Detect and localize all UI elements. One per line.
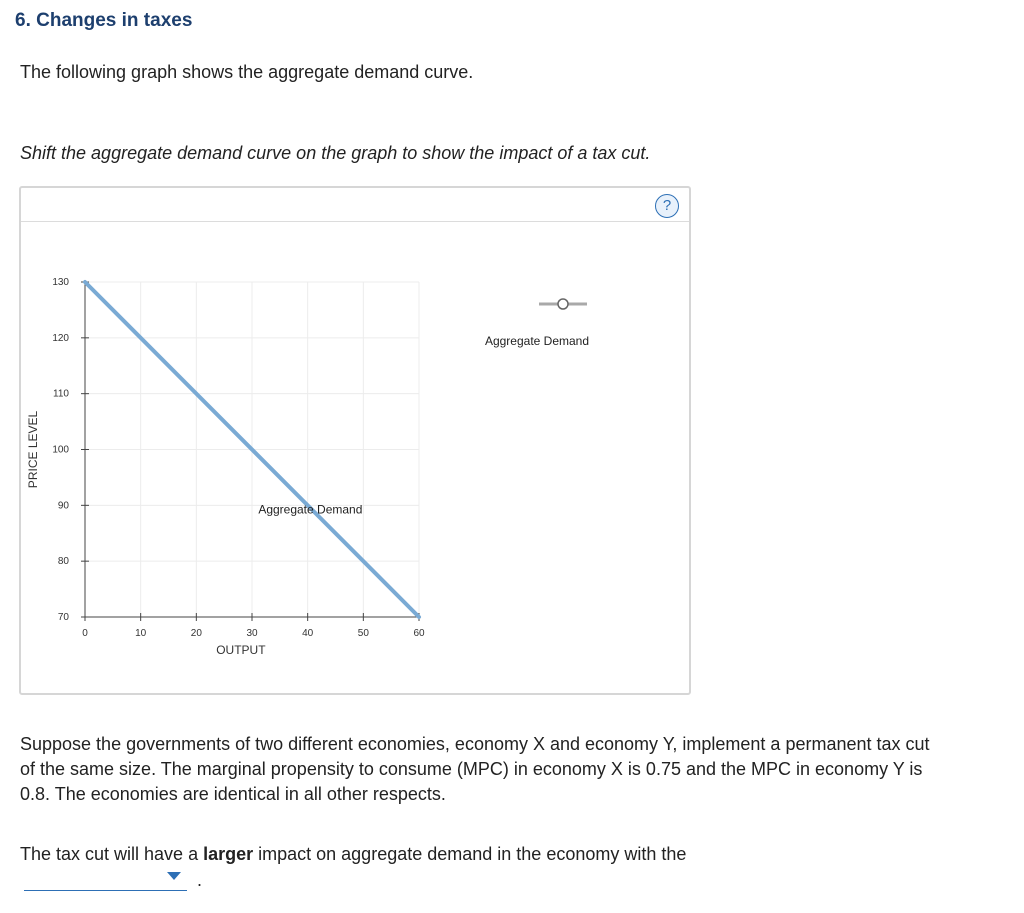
answer-dropdown[interactable] [24,870,187,891]
x-tick-label: 40 [302,628,314,639]
labels [26,410,362,657]
y-axis-label: PRICE LEVEL [26,410,40,489]
y-tick-label: 100 [52,444,69,456]
x-tick-label: 30 [246,628,258,639]
sentence-before: The tax cut will have a [20,844,204,864]
help-button[interactable]: ? [655,194,679,218]
sentence-bold: larger [203,844,254,864]
x-tick-label: 50 [357,628,369,639]
x-tick-label: 60 [413,628,425,639]
instruction-text: Shift the aggregate demand curve on the graph to show the impact of a tax cut. [20,143,651,163]
sentence-period: . [197,870,203,890]
y-tick-label: 70 [57,612,69,623]
followup-paragraph: Suppose the governments of two different economies, economy X and economy Y, implement a permanent tax cut of the same size. The marginal propensity to consume (MPC) in economy X is 0.75 and the MPC in economy Y is 0.8. The economies are identical in all other respects. [20,734,930,804]
legend[interactable] [485,299,589,348]
question-title: 6. Changes in taxes [15,10,193,31]
y-tick-label: 110 [53,388,69,400]
y-tick-label: 80 [57,556,69,568]
ad-chart[interactable] [21,188,689,693]
x-tick-label: 0 [82,628,88,639]
legend-handle-icon[interactable] [558,299,568,309]
chevron-down-icon[interactable] [167,872,181,880]
intro-text: The following graph shows the aggregate demand curve. [20,62,474,82]
curve-label: Aggregate Demand [258,502,363,517]
x-tick-label: 10 [135,628,147,639]
graph-panel [19,186,691,695]
sentence-after: impact on aggregate demand in the economy with the [253,844,687,864]
ticks [52,277,425,639]
y-tick-label: 120 [52,332,69,344]
legend-label: Aggregate Demand [484,334,590,348]
x-tick-label: 20 [190,628,202,639]
y-tick-label: 130 [52,277,69,288]
y-tick-label: 90 [57,500,69,512]
followup-sentence [20,844,686,865]
x-axis-label: OUTPUT [216,643,266,657]
